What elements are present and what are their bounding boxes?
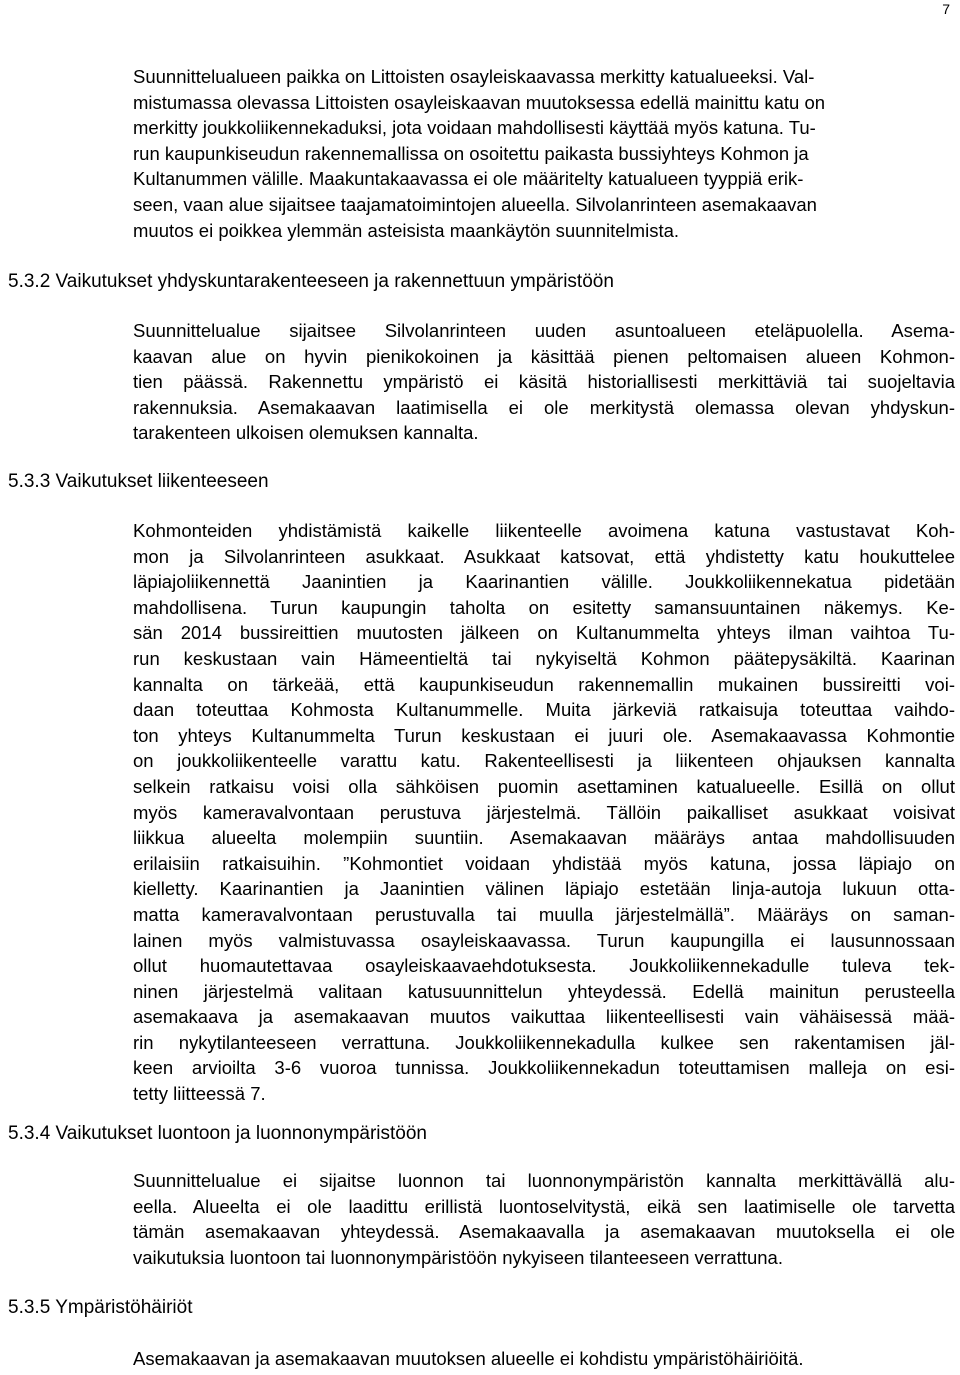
- paragraph-line: daan toteuttaa Kohmosta Kultanummelle. Muita järkeviä ratkaisuja toteuttaa vaihdo-: [133, 699, 955, 721]
- paragraph-line: Suunnittelualueen paikka on Littoisten osayleiskaavassa merkitty katualueeksi. Val-: [133, 66, 815, 87]
- paragraph-line: kielletty. Kaarinantien ja Jaanintien välinen läpiajo estetään linja-autoja lukuun otta-: [133, 878, 955, 900]
- section-heading-5-3-2: 5.3.2 Vaikutukset yhdyskuntarakenteeseen ja rakennettuun ympäristöön: [8, 271, 614, 292]
- intro-paragraph: [133, 64, 955, 243]
- paragraph-line: selkein ratkaisu voisi olla sähköisen puomin asettaminen katualueelle. Esillä on ollut: [133, 775, 955, 797]
- paragraph-line: seen, vaan alue sijaitsee taajamatoimintojen alueella. Silvolanrinteen asemakaavan: [133, 193, 817, 215]
- section-body-5-3-2: [133, 318, 955, 446]
- paragraph-line: run keskustaan vain Hämeentieltä tai nykyiseltä Kohmon päätepysäkiltä. Kaarinan: [133, 647, 955, 669]
- paragraph-line: tämän asemakaavan yhteydessä. Asemakaavalla ja asemakaavan muutoksella ei ole: [133, 1221, 955, 1243]
- section-heading-5-3-5: 5.3.5 Ympäristöhäiriöt: [8, 1297, 193, 1318]
- paragraph-line: mistumassa olevassa Littoisten osayleiskaavan muutoksessa edellä mainittu katu on: [133, 91, 826, 113]
- paragraph-line: asemakaava ja asemakaavan muutos vaikuttaa liikenteellisesti vain vähäisessä mää-: [133, 1006, 955, 1028]
- section-heading-5-3-4: 5.3.4 Vaikutukset luontoon ja luonnonympäristöön: [8, 1123, 427, 1144]
- section-body-5-3-3: [133, 518, 955, 1107]
- paragraph-line: rin nykytilanteeseen verrattuna. Joukkoliikennekadulla kulkee sen rakentamisen jäl-: [133, 1031, 955, 1053]
- paragraph-line: sän 2014 bussireittien muutosten jälkeen on Kultanummelta yhteys ilman vaihtoa Tu-: [133, 622, 955, 644]
- paragraph-line: myös kameravalvontaan perustuva järjestelmä. Tällöin paikalliset asukkaat voisivat: [133, 801, 955, 823]
- page-number: 7: [942, 1, 950, 17]
- paragraph-line: Asemakaavan ja asemakaavan muutoksen alueelle ei kohdistu ympäristöhäiriöitä.: [133, 1348, 804, 1369]
- paragraph-line: rakennuksia. Asemakaavan laatimisella ei ole merkitystä olemassa olevan yhdyskun-: [133, 396, 955, 418]
- paragraph-line: eella. Alueelta ei ole laadittu erillistä luontoselvitystä, eikä sen laatimiselle ole tarvetta: [133, 1195, 955, 1217]
- paragraph-line: matta kameravalvontaan perustuvalla tai muulla järjestelmällä”. Määräys on saman-: [133, 903, 955, 925]
- paragraph-line: mahdollisena. Turun kaupungin taholta on esitetty samansuuntainen näkemys. Ke-: [133, 596, 955, 618]
- paragraph-line: Suunnittelualue sijaitsee Silvolanrinteen uuden asuntoalueen eteläpuolella. Asema-: [133, 320, 955, 341]
- paragraph-line: läpiajoliikennettä Jaanintien ja Kaarinantien välille. Joukkoliikennekatua pidetään: [133, 571, 955, 593]
- paragraph-line: Kultanummen välille. Maakuntakaavassa ei ole määritelty katualueen tyyppiä erik-: [133, 168, 804, 190]
- paragraph-line: lainen myös valmistuvassa osayleiskaavassa. Turun kaupungilla ei lausunnossaan: [133, 929, 955, 951]
- section-heading-5-3-3: 5.3.3 Vaikutukset liikenteeseen: [8, 471, 269, 492]
- section-body-5-3-4: [133, 1168, 955, 1270]
- paragraph-line: run kaupunkiseudun rakennemallissa on osoitettu paikasta bussiyhteys Kohmon ja: [133, 142, 809, 164]
- paragraph-line: tien päässä. Rakennettu ympäristö ei käsitä historiallisesti merkittäviä tai suojeltavia: [133, 371, 955, 393]
- section-body-5-3-5: [133, 1346, 955, 1372]
- paragraph-line: mon ja Silvolanrinteen asukkaat. Asukkaat katsovat, että yhdistetty katu houkuttelee: [133, 545, 955, 567]
- paragraph-line: tetty liitteessä 7.: [133, 1083, 266, 1105]
- paragraph-line: ninen järjestelmä valitaan katusuunnittelun yhteydessä. Edellä mainitun perusteella: [133, 980, 955, 1002]
- paragraph-line: tarakenteen ulkoisen olemuksen kannalta.: [133, 422, 479, 444]
- paragraph-line: merkitty joukkoliikennekaduksi, jota voidaan mahdollisesti käyttää myös katuna. Tu-: [133, 117, 816, 139]
- paragraph-line: on joukkoliikenteelle varattu katu. Rakenteellisesti ja liikenteen ohjauksen kannalta: [133, 750, 955, 772]
- paragraph-line: keen arvioilta 3-6 vuoroa tunnissa. Joukkoliikennekadun toteuttamisen malleja on esi-: [133, 1057, 955, 1079]
- paragraph-line: Kohmonteiden yhdistämistä kaikelle liikenteelle avoimena katuna vastustavat Koh-: [133, 520, 955, 541]
- paragraph-line: kannalta on tärkeää, että kaupunkiseudun rakennemallin mukainen bussireitti voi-: [133, 673, 955, 695]
- paragraph-line: Suunnittelualue ei sijaitse luonnon tai luonnonympäristön kannalta merkittävällä alu-: [133, 1170, 955, 1191]
- paragraph-line: ollut huomautettavaa osayleiskaavaehdotuksesta. Joukkoliikennekadulle tuleva tek-: [133, 955, 955, 977]
- paragraph-line: ton yhteys Kultanummelta Turun keskustaan ei juuri ole. Asemakaavassa Kohmontie: [133, 724, 955, 746]
- paragraph-line: liikkua alueelta molempiin suuntiin. Asemakaavan määräys antaa mahdollisuuden: [133, 827, 955, 849]
- paragraph-line: erilaisiin ratkaisuihin. ”Kohmontiet voidaan yhdistää myös katuna, jossa läpiajo on: [133, 852, 955, 874]
- paragraph-line: vaikutuksia luontoon tai luonnonympäristöön nykyiseen tilanteeseen verrattuna.: [133, 1246, 783, 1268]
- paragraph-line: muutos ei poikkea ylemmän asteisista maankäytön suunnitelmista.: [133, 219, 680, 241]
- paragraph-line: kaavan alue on hyvin pienikokoinen ja käsittää pienen peltomaisen alueen Kohmon-: [133, 345, 955, 367]
